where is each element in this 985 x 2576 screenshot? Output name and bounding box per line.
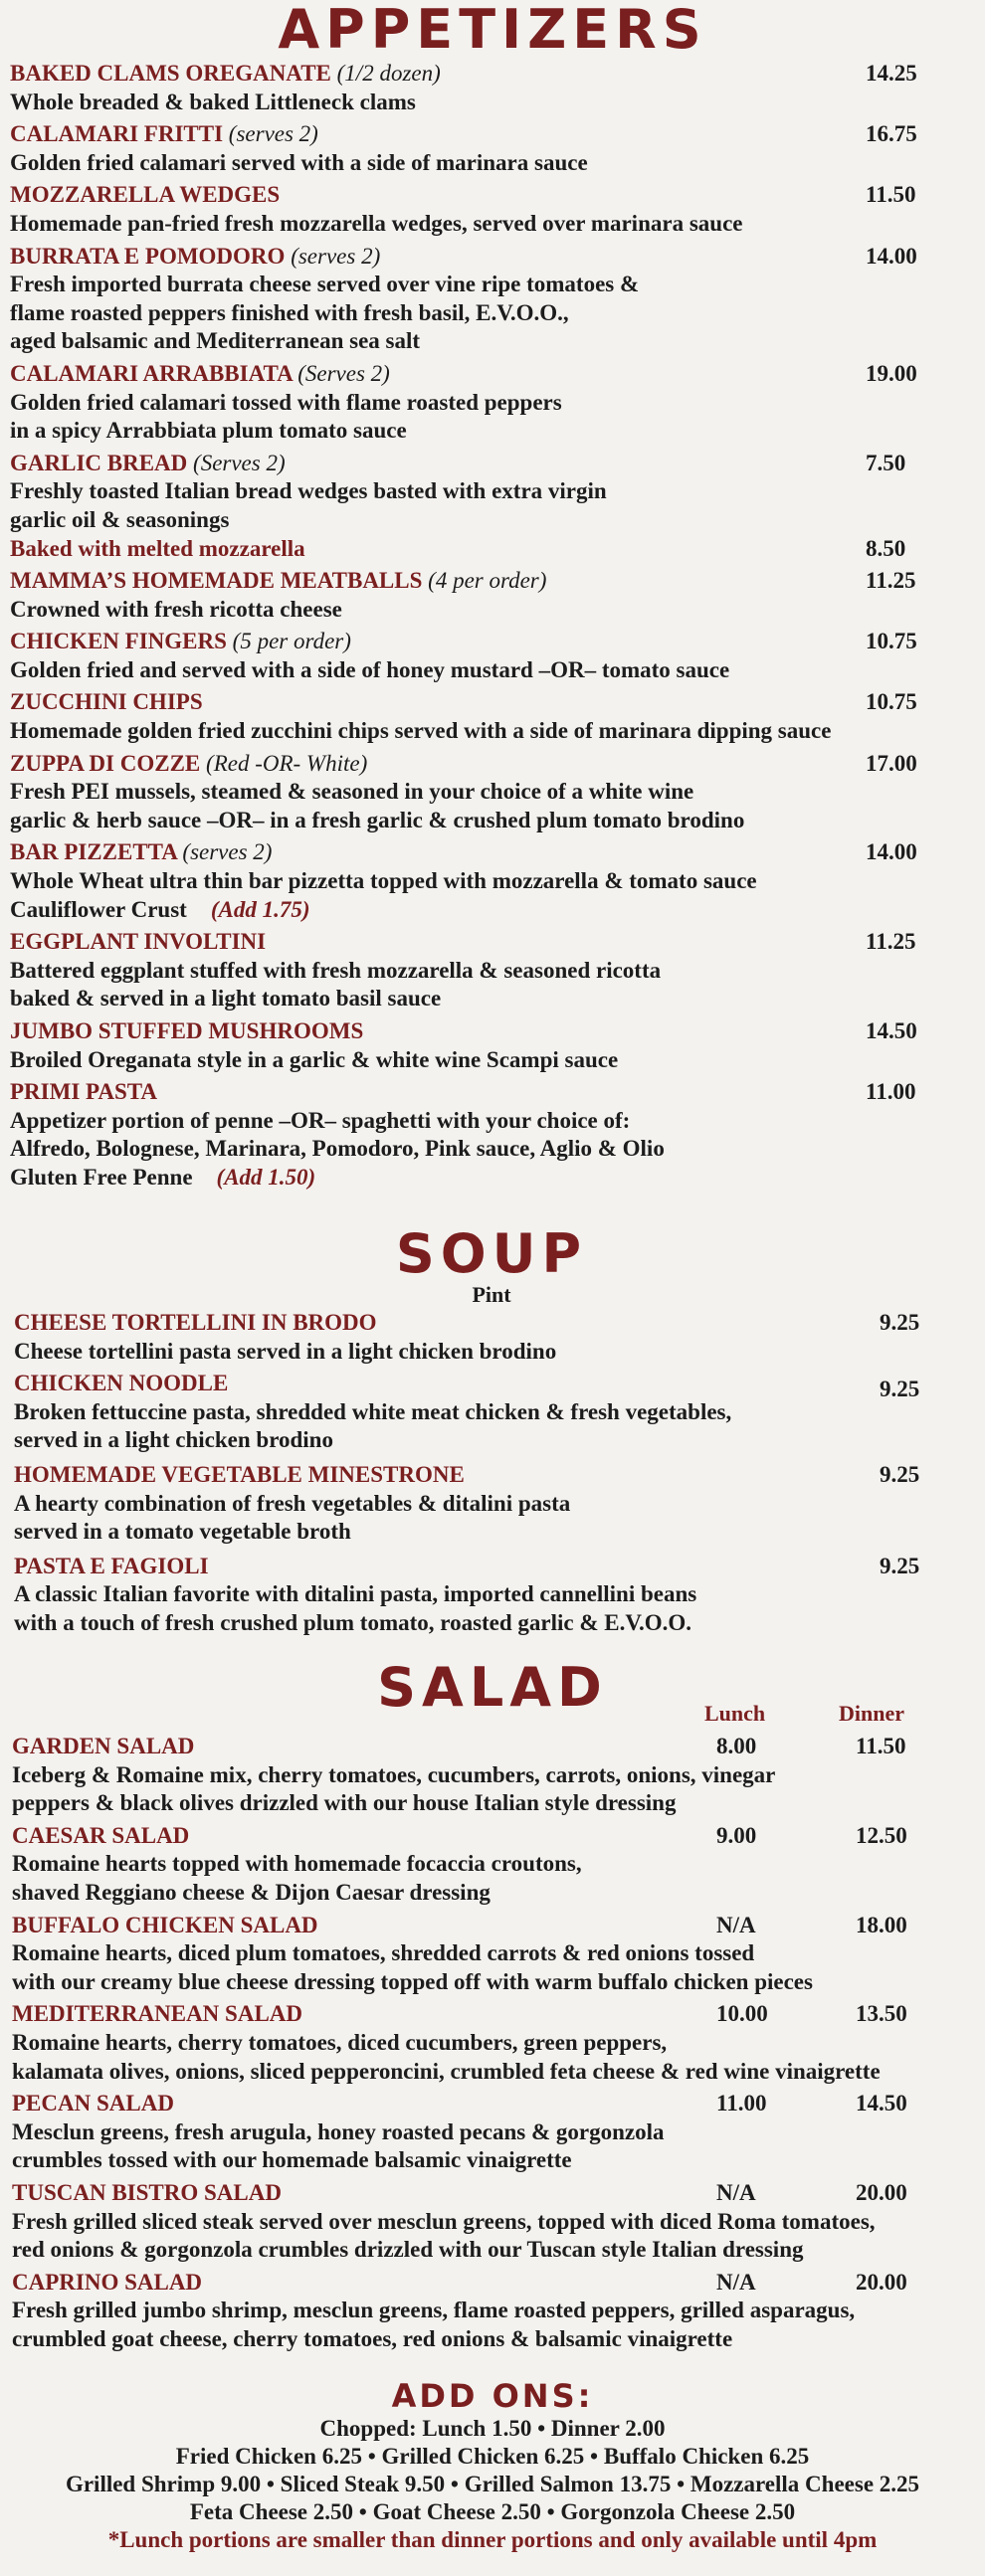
item-description: Alfredo, Bolognese, Marinara, Pomodoro, Pink sauce, Aglio & Olio	[10, 1136, 665, 1162]
item-description: Mesclun greens, fresh arugula, honey roasted pecans & gorgonzola	[12, 2118, 665, 2144]
item-description: Romaine hearts topped with homemade focaccia croutons,	[12, 1851, 582, 1877]
lunch-price: 8.00	[716, 1734, 757, 1758]
item-name: ZUCCHINI CHIPS	[10, 689, 203, 715]
appetizers-section	[10, 0, 975, 1193]
item-name: CHEESE TORTELLINI IN BRODO	[14, 1310, 377, 1335]
item-description: with a touch of fresh crushed plum tomato, roasted garlic & E.V.O.O.	[14, 1609, 692, 1635]
item-description: red onions & gorgonzola crumbles drizzled with our Tuscan style Italian dressing	[12, 2237, 804, 2263]
item-description: Golden fried and served with a side of honey mustard –OR– tomato sauce	[10, 656, 730, 682]
item-description: Fresh grilled sliced steak served over mesclun greens, topped with diced Roma tomatoes,	[12, 2208, 876, 2234]
item-note: (5 per order)	[232, 629, 351, 654]
item-note: (serves 2)	[228, 121, 318, 147]
addons-title: ADD ONS:	[391, 2377, 594, 2415]
item-price: 14.00	[866, 243, 917, 269]
item-note: (serves 2)	[182, 839, 273, 865]
item-price: 16.75	[866, 121, 917, 147]
lunch-price: 9.00	[716, 1822, 757, 1848]
lunch-price: N/A	[716, 2179, 756, 2205]
item-price: 9.25	[880, 1461, 920, 1487]
item-description: aged balsamic and Mediterranean sea salt	[10, 328, 421, 354]
menu-item	[10, 1078, 975, 1192]
item-description: Homemade pan-fried fresh mozzarella wedges, served over marinara sauce	[10, 210, 743, 236]
dinner-header: Dinner	[839, 1701, 904, 1726]
item-description: Romaine hearts, diced plum tomatoes, shredded carrots & red onions tossed	[12, 1940, 755, 1966]
item-price: 14.25	[866, 61, 917, 86]
item-name: GARLIC BREAD	[10, 450, 188, 475]
item-price: 9.25	[880, 1310, 920, 1335]
item-description: in a spicy Arrabbiata plum tomato sauce	[10, 418, 407, 444]
menu-item	[10, 181, 975, 238]
item-note: (Serves 2)	[193, 450, 286, 475]
salad-title: SALAD	[377, 1656, 608, 1719]
item-price: 7.50	[866, 450, 906, 475]
menu-item	[10, 535, 975, 564]
item-note: (Red -OR- White)	[206, 750, 368, 776]
item-price: 11.25	[866, 568, 916, 594]
menu-item	[14, 1309, 969, 1366]
menu-item	[12, 2000, 975, 2086]
menu-item	[10, 360, 975, 446]
item-price: 11.50	[866, 182, 916, 208]
item-description: Battered eggplant stuffed with fresh mozzarella & seasoned ricotta	[10, 957, 662, 983]
menu-item	[12, 1733, 975, 1818]
pint-label: Pint	[472, 1282, 511, 1307]
item-name: GARDEN SALAD	[12, 1734, 195, 1758]
item-price: 10.75	[866, 689, 917, 715]
item-description: crumbled goat cheese, cherry tomatoes, red onions & balsamic vinaigrette	[12, 2325, 733, 2351]
item-name: ZUPPA DI COZZE	[10, 750, 201, 776]
menu-item	[10, 60, 975, 116]
item-name: CALAMARI FRITTI	[10, 121, 224, 147]
item-name: MOZZARELLA WEDGES	[10, 182, 281, 208]
dinner-price: 18.00	[856, 1912, 907, 1937]
item-description: Whole Wheat ultra thin bar pizzetta topped with mozzarella & tomato sauce	[10, 868, 757, 894]
item-description: served in a tomato vegetable broth	[14, 1519, 351, 1545]
item-description: garlic oil & seasonings	[10, 506, 230, 532]
menu-item	[10, 928, 975, 1013]
item-name: MAMMA’S HOMEMADE MEATBALLS	[10, 568, 423, 594]
menu-item	[10, 688, 975, 745]
gluten-free-label: Gluten Free Penne	[10, 1164, 193, 1190]
dinner-price: 20.00	[856, 2179, 907, 2205]
item-description: crumbles tossed with our homemade balsamic vinaigrette	[12, 2147, 572, 2173]
menu-item	[12, 1912, 975, 1997]
item-price: 9.25	[880, 1377, 920, 1402]
cauliflower-add: (Add 1.75)	[210, 896, 310, 922]
item-description: Romaine hearts, cherry tomatoes, diced cucumbers, green peppers,	[12, 2029, 668, 2055]
item-description: Golden fried calamari tossed with flame roasted peppers	[10, 389, 562, 415]
lunch-price: 10.00	[716, 2001, 768, 2027]
addons-line: Feta Cheese 2.50 • Goat Cheese 2.50 • Gorgonzola Cheese 2.50	[189, 2499, 796, 2524]
item-description: shaved Reggiano cheese & Dijon Caesar dressing	[12, 1879, 491, 1905]
item-name: MEDITERRANEAN SALAD	[12, 2001, 303, 2027]
dinner-price: 13.50	[856, 2001, 907, 2027]
item-description: Broken fettuccine pasta, shredded white meat chicken & fresh vegetables,	[14, 1398, 732, 1424]
item-name: EGGPLANT INVOLTINI	[10, 929, 267, 955]
menu-item	[10, 450, 975, 535]
item-description: baked & served in a light tomato basil sauce	[10, 986, 442, 1012]
gluten-free-add: (Add 1.50)	[216, 1164, 316, 1190]
soup-section	[14, 1222, 969, 1638]
item-price: 14.00	[866, 839, 917, 865]
dinner-price: 11.50	[856, 1734, 906, 1758]
item-name: PASTA E FAGIOLI	[14, 1553, 209, 1578]
item-note: (Serves 2)	[297, 360, 390, 386]
lunch-header: Lunch	[704, 1701, 766, 1726]
item-name: BAKED CLAMS OREGANATE	[10, 61, 331, 86]
item-description: with our creamy blue cheese dressing topped off with warm buffalo chicken pieces	[12, 1968, 813, 1994]
addons-section	[0, 2377, 985, 2554]
menu-item	[10, 628, 975, 684]
item-name: PRIMI PASTA	[10, 1079, 158, 1105]
item-name: BAR PIZZETTA	[10, 839, 177, 865]
menu-item	[12, 1822, 975, 1908]
item-description: Whole breaded & baked Littleneck clams	[10, 89, 416, 114]
item-price: 11.25	[866, 929, 916, 955]
item-price: 14.50	[866, 1018, 917, 1043]
menu-item	[14, 1553, 969, 1638]
lunch-price: N/A	[716, 1912, 756, 1937]
dinner-price: 14.50	[856, 2091, 907, 2116]
lunch-price: N/A	[716, 2269, 756, 2295]
item-price: 11.00	[866, 1079, 916, 1105]
item-note: (4 per order)	[428, 568, 547, 594]
item-price: 10.75	[866, 629, 917, 654]
menu-item	[12, 2179, 975, 2265]
item-description: A classic Italian favorite with ditalini pasta, imported cannellini beans	[14, 1581, 697, 1607]
item-price: 19.00	[866, 360, 917, 386]
item-name: CAPRINO SALAD	[12, 2269, 203, 2295]
menu-item	[10, 838, 975, 924]
item-description: garlic & herb sauce –OR– in a fresh garlic & crushed plum tomato brodino	[10, 807, 745, 832]
appetizers-title: APPETIZERS	[278, 0, 707, 61]
item-name: Baked with melted mozzarella	[10, 535, 305, 561]
item-name: JUMBO STUFFED MUSHROOMS	[10, 1018, 364, 1043]
item-note: (1/2 dozen)	[336, 61, 441, 86]
item-name: BUFFALO CHICKEN SALAD	[12, 1912, 318, 1937]
item-name: TUSCAN BISTRO SALAD	[12, 2179, 282, 2205]
menu-item	[14, 1461, 969, 1547]
item-description: Cheese tortellini pasta served in a light chicken brodino	[14, 1338, 557, 1364]
item-name: CAESAR SALAD	[12, 1822, 190, 1848]
item-name: CHICKEN NOODLE	[14, 1371, 229, 1396]
item-price: 17.00	[866, 750, 917, 776]
salad-section	[12, 1733, 975, 2353]
item-name: BURRATA E POMODORO	[10, 243, 286, 269]
item-description: Golden fried calamari served with a side of marinara sauce	[10, 149, 588, 175]
item-description: Appetizer portion of penne –OR– spaghetti with your choice of:	[10, 1107, 631, 1133]
item-description: Fresh PEI mussels, steamed & seasoned in your choice of a white wine	[10, 779, 694, 805]
item-name: HOMEMADE VEGETABLE MINESTRONE	[14, 1461, 465, 1487]
item-name: CALAMARI ARRABBIATA	[10, 360, 293, 386]
item-price: 9.25	[880, 1553, 920, 1578]
menu-item	[12, 2090, 975, 2175]
item-description: A hearty combination of fresh vegetables & ditalini pasta	[14, 1490, 571, 1516]
cauliflower-label: Cauliflower Crust	[10, 896, 187, 922]
lunch-footnote: *Lunch portions are smaller than dinner portions and only available until 4pm	[107, 2527, 878, 2552]
item-price: 8.50	[866, 535, 906, 561]
gluten-free-option	[10, 1164, 975, 1193]
item-description: kalamata olives, onions, sliced pepperoncini, crumbled feta cheese & red wine vinaigrette	[12, 2058, 881, 2084]
item-name: PECAN SALAD	[12, 2091, 174, 2116]
lunch-price: 11.00	[716, 2091, 767, 2116]
addons-line: Grilled Shrimp 9.00 • Sliced Steak 9.50 • Grilled Salmon 13.75 • Mozzarella Cheese 2.25	[65, 2472, 920, 2496]
menu-item	[10, 243, 975, 356]
menu-item	[10, 120, 975, 177]
soup-title: SOUP	[395, 1222, 588, 1285]
menu-item	[10, 750, 975, 835]
item-name: CHICKEN FINGERS	[10, 629, 227, 654]
item-description: peppers & black olives drizzled with our house Italian style dressing	[12, 1790, 677, 1816]
item-description: served in a light chicken brodino	[14, 1427, 333, 1453]
item-description: Crowned with fresh ricotta cheese	[10, 596, 342, 622]
menu-item	[10, 1017, 975, 1074]
item-description: flame roasted peppers finished with fresh basil, E.V.O.O.,	[10, 299, 569, 325]
addons-line: Fried Chicken 6.25 • Grilled Chicken 6.25 • Buffalo Chicken 6.25	[175, 2444, 810, 2469]
item-description: Broiled Oreganata style in a garlic & white wine Scampi sauce	[10, 1046, 619, 1072]
item-note: (serves 2)	[291, 243, 381, 269]
item-description: Homemade golden fried zucchini chips served with a side of marinara dipping sauce	[10, 718, 832, 744]
item-description: Iceberg & Romaine mix, cherry tomatoes, cucumbers, carrots, onions, vinegar	[12, 1761, 776, 1787]
menu-item	[10, 567, 975, 624]
item-description: Fresh grilled jumbo shrimp, mesclun greens, flame roasted peppers, grilled asparagus,	[12, 2298, 856, 2323]
addons-line: Chopped: Lunch 1.50 • Dinner 2.00	[319, 2416, 666, 2441]
dinner-price: 20.00	[856, 2269, 907, 2295]
dinner-price: 12.50	[856, 1822, 907, 1848]
menu-item	[14, 1370, 969, 1455]
item-description: Fresh imported burrata cheese served over vine ripe tomatoes &	[10, 272, 640, 297]
cauliflower-option	[10, 896, 975, 925]
item-description: Freshly toasted Italian bread wedges basted with extra virgin	[10, 478, 607, 504]
menu-item	[12, 2269, 975, 2354]
